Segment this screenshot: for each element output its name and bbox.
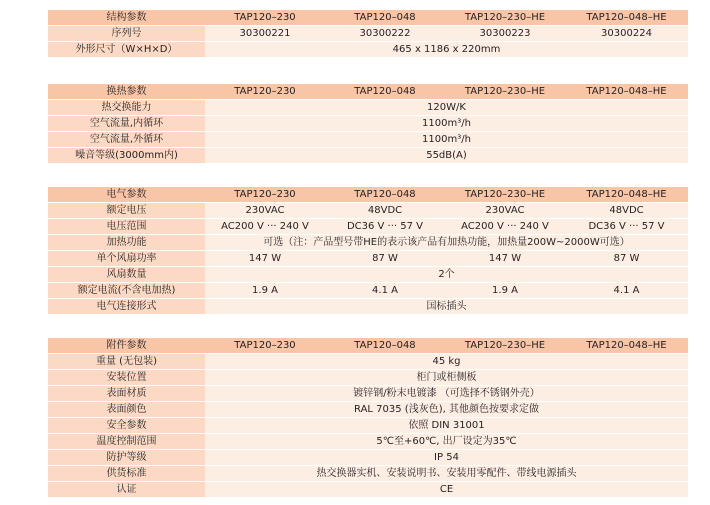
table-row bbox=[48, 26, 688, 42]
row-value: 5℃至+60℃, 出厂设定为35℃ bbox=[205, 434, 688, 450]
row-label: 安装位置 bbox=[48, 370, 205, 386]
column-header: TAP120–230 bbox=[205, 338, 325, 354]
row-value: 45 kg bbox=[205, 354, 688, 370]
row-label: 温度控制范围 bbox=[48, 434, 205, 450]
accessory-title: 附件参数 bbox=[48, 338, 205, 354]
heat-header-row bbox=[48, 84, 688, 100]
column-header: TAP120–048 bbox=[325, 187, 445, 203]
accessory-table bbox=[48, 338, 688, 498]
row-value: 55dB(A) bbox=[205, 148, 688, 164]
current-value: 4.1 A bbox=[325, 283, 445, 299]
heat-table bbox=[48, 84, 688, 164]
table-row bbox=[48, 100, 688, 116]
row-value: CE bbox=[205, 482, 688, 498]
column-header: TAP120–230–HE bbox=[445, 10, 565, 26]
rated-voltage-value: 48VDC bbox=[325, 203, 445, 219]
column-header: TAP120–048–HE bbox=[565, 84, 688, 100]
table-row bbox=[48, 132, 688, 148]
fan-power-value: 87 W bbox=[325, 251, 445, 267]
column-header: TAP120–230–HE bbox=[445, 187, 565, 203]
voltage-range-value: AC200 V ··· 240 V bbox=[445, 219, 565, 235]
size-value: 465 x 1186 x 220mm bbox=[205, 42, 688, 58]
table-row bbox=[48, 370, 688, 386]
heat-title: 换热参数 bbox=[48, 84, 205, 100]
rated-voltage-value: 48VDC bbox=[565, 203, 688, 219]
row-label: 单个风扇功率 bbox=[48, 251, 205, 267]
row-label: 空气流量,外循环 bbox=[48, 132, 205, 148]
accessory-header-row bbox=[48, 338, 688, 354]
table-row bbox=[48, 235, 688, 251]
row-value: 柜门或柜侧板 bbox=[205, 370, 688, 386]
row-label: 防护等级 bbox=[48, 450, 205, 466]
serial-value: 30300224 bbox=[565, 26, 688, 42]
row-label: 安全参数 bbox=[48, 418, 205, 434]
column-header: TAP120–048 bbox=[325, 10, 445, 26]
voltage-range-value: DC36 V ··· 57 V bbox=[325, 219, 445, 235]
table-row bbox=[48, 219, 688, 235]
row-value: 热交换器实机、安装说明书、安装用零配件、带线电源插头 bbox=[205, 466, 688, 482]
structure-header-row bbox=[48, 10, 688, 26]
row-label: 表面材质 bbox=[48, 386, 205, 402]
serial-value: 30300222 bbox=[325, 26, 445, 42]
row-value: RAL 7035 (浅灰色), 其他颜色按要求定做 bbox=[205, 402, 688, 418]
table-row bbox=[48, 148, 688, 164]
table-row bbox=[48, 203, 688, 219]
row-label: 重量 (无包装) bbox=[48, 354, 205, 370]
electrical-header-row bbox=[48, 187, 688, 203]
serial-value: 30300221 bbox=[205, 26, 325, 42]
table-row bbox=[48, 402, 688, 418]
electrical-table bbox=[48, 187, 688, 315]
table-row bbox=[48, 482, 688, 498]
row-label: 供货标准 bbox=[48, 466, 205, 482]
serial-value: 30300223 bbox=[445, 26, 565, 42]
fan-power-value: 147 W bbox=[445, 251, 565, 267]
column-header: TAP120–048 bbox=[325, 338, 445, 354]
table-row bbox=[48, 434, 688, 450]
heating-value: 可选（注：产品型号带HE的表示该产品有加热功能，加热量200W~2000W可选） bbox=[205, 235, 688, 251]
row-value: 依照 DIN 31001 bbox=[205, 418, 688, 434]
connection-value: 国标插头 bbox=[205, 299, 688, 315]
current-value: 4.1 A bbox=[565, 283, 688, 299]
row-value: 1100m³/h bbox=[205, 132, 688, 148]
column-header: TAP120–230 bbox=[205, 10, 325, 26]
column-header: TAP120–230 bbox=[205, 84, 325, 100]
row-label: 认证 bbox=[48, 482, 205, 498]
current-value: 1.9 A bbox=[445, 283, 565, 299]
table-row bbox=[48, 466, 688, 482]
fan-count-value: 2个 bbox=[205, 267, 688, 283]
rated-voltage-value: 230VAC bbox=[445, 203, 565, 219]
row-label: 电压范围 bbox=[48, 219, 205, 235]
column-header: TAP120–048–HE bbox=[565, 338, 688, 354]
table-row bbox=[48, 386, 688, 402]
row-label: 加热功能 bbox=[48, 235, 205, 251]
row-value: IP 54 bbox=[205, 450, 688, 466]
row-label: 表面颜色 bbox=[48, 402, 205, 418]
table-row bbox=[48, 42, 688, 58]
table-row bbox=[48, 450, 688, 466]
structure-title: 结构参数 bbox=[48, 10, 205, 26]
column-header: TAP120–048–HE bbox=[565, 187, 688, 203]
table-row bbox=[48, 354, 688, 370]
table-row bbox=[48, 299, 688, 315]
table-row bbox=[48, 116, 688, 132]
table-row bbox=[48, 418, 688, 434]
column-header: TAP120–230–HE bbox=[445, 338, 565, 354]
structure-table bbox=[48, 10, 688, 58]
row-label: 电气连接形式 bbox=[48, 299, 205, 315]
row-label: 额定电压 bbox=[48, 203, 205, 219]
voltage-range-value: DC36 V ··· 57 V bbox=[565, 219, 688, 235]
column-header: TAP120–230–HE bbox=[445, 84, 565, 100]
table-row bbox=[48, 251, 688, 267]
voltage-range-value: AC200 V ··· 240 V bbox=[205, 219, 325, 235]
row-value: 镀锌钢/粉末电镀漆 （可选择不锈钢外壳） bbox=[205, 386, 688, 402]
rated-voltage-value: 230VAC bbox=[205, 203, 325, 219]
column-header: TAP120–048–HE bbox=[565, 10, 688, 26]
column-header: TAP120–048 bbox=[325, 84, 445, 100]
table-row bbox=[48, 283, 688, 299]
column-header: TAP120–230 bbox=[205, 187, 325, 203]
row-label: 热交换能力 bbox=[48, 100, 205, 116]
table-row bbox=[48, 267, 688, 283]
current-value: 1.9 A bbox=[205, 283, 325, 299]
electrical-title: 电气参数 bbox=[48, 187, 205, 203]
row-value: 1100m³/h bbox=[205, 116, 688, 132]
row-label: 空气流量,内循环 bbox=[48, 116, 205, 132]
row-label: 噪音等级(3000mm内) bbox=[48, 148, 205, 164]
fan-power-value: 87 W bbox=[565, 251, 688, 267]
row-label: 风扇数量 bbox=[48, 267, 205, 283]
row-label: 外形尺寸（W×H×D） bbox=[48, 42, 205, 58]
row-label: 序列号 bbox=[48, 26, 205, 42]
row-label: 额定电流(不含电加热) bbox=[48, 283, 205, 299]
row-value: 120W/K bbox=[205, 100, 688, 116]
fan-power-value: 147 W bbox=[205, 251, 325, 267]
